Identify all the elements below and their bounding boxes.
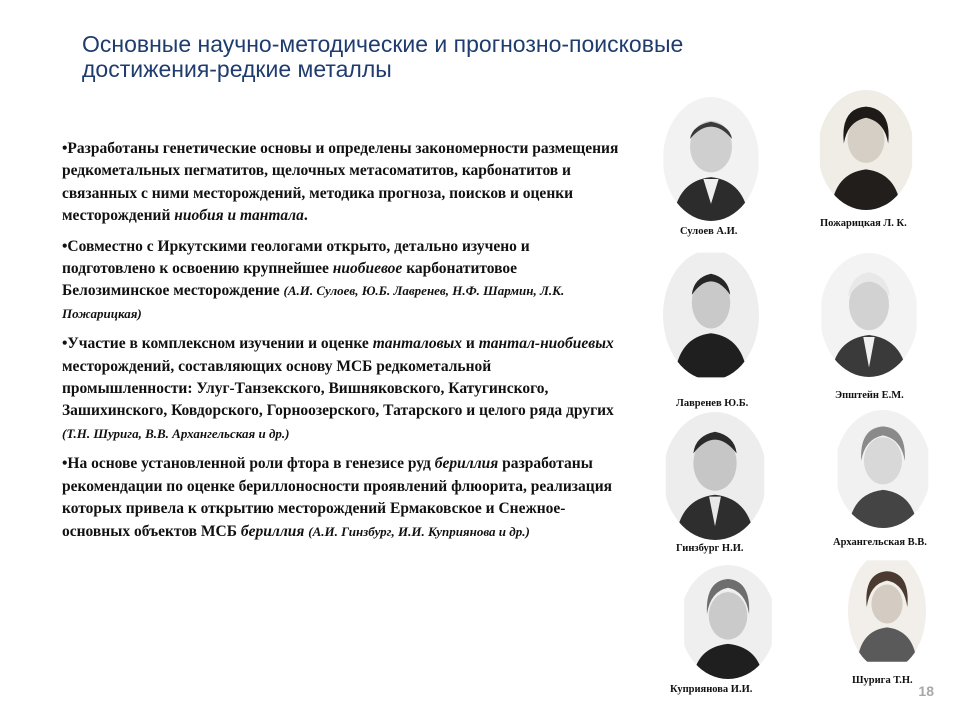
portrait-epshtein-image [820,253,918,377]
caption-lavrenev: Лавренев Ю.Б. [676,398,749,409]
bullet-emphasis: тантал-ниобиевых [478,335,614,353]
portrait-suloev [663,97,759,221]
portrait-suloev-image [663,97,759,221]
caption-epshtein: Эпштейн Е.М. [835,390,904,401]
caption-pozharitskaya: Пожарицкая Л. К. [820,218,907,229]
bullet-list [62,138,622,551]
bullet-reference: (Т.Н. Шурига, В.В. Архангельская и др.) [62,425,290,441]
bullet-item [62,453,622,543]
title-line-2: достижения-редкие металлы [82,56,392,82]
portrait-kupriyanova [680,565,776,679]
portrait-pozharitskaya [818,90,914,210]
portrait-arkhangelskaya-image [835,410,931,528]
portrait-lavrenev-image [663,250,759,380]
portrait-ginzburg [663,412,767,540]
portrait-shuriga-image [848,552,926,670]
bullet-text: •Разработаны генетические основы и определены закономерности размещения редкометальных пегматитов, щелочных метасоматитов, карбонатитов и связанных с ними месторождений, методика прогноза, поисков и оценки месторождений [62,140,619,225]
portrait-pozharitskaya-image [818,90,914,210]
bullet-emphasis: танталовых [372,335,463,353]
bullet-text: •Совместно с Иркутскими геологами открыто, детально изучено и подготовлено к освоению крупнейшее [62,237,530,278]
bullet-emphasis: бериллия [240,522,305,540]
bullet-text: разработаны рекомендации по оценке бериллоносности проявлений флюорита, реализация которых привела к открытию месторождений Ермаковское и Снежное-основных объектов МСБ [62,455,613,540]
bullet-text: •На основе установленной роли фтора в генезисе руд [62,455,435,473]
bullet-item [62,236,622,326]
portrait-shuriga [848,552,926,670]
portrait-kupriyanova-image [680,565,776,679]
bullet-text: месторождений, составляющих основу МСБ редкометальной промышленности: Улуг-Танзекского, Вишняковского, Катугинского, Зашихинского, Ковдорского, Горноозерского, Татарского и целого ряда других [62,357,614,420]
portrait-ginzburg-image [663,412,767,540]
portrait-epshtein [820,253,918,377]
bullet-text: карбонатитовое Белозиминское месторождение [62,260,518,300]
bullet-reference: (А.И. Сулоев, Ю.Б. Лавренев, Н.Ф. Шармин, Л.К. Пожарицкая) [62,283,565,321]
slide-title [82,32,842,82]
bullet-reference: (А.И. Гинзбург, И.И. Куприянова и др.) [308,523,530,539]
bullet-item [62,333,622,445]
caption-kupriyanova: Куприянова И.И. [670,684,753,695]
page-number: 18 [918,683,934,699]
caption-suloev: Сулоев А.И. [680,226,738,237]
bullet-text: •Участие в комплексном изучении и оценке [62,335,373,353]
bullet-emphasis: бериллия [434,455,499,473]
caption-ginzburg: Гинзбург Н.И. [676,543,744,554]
portrait-arkhangelskaya [835,410,931,528]
caption-arkhangelskaya: Архангельская В.В. [833,537,927,548]
bullet-emphasis: ниобия и тантала [174,207,304,225]
caption-shuriga: Шурига Т.Н. [852,675,913,686]
title-line-1: Основные научно-методические и прогнозно-поисковые [82,31,684,57]
bullet-text: и [462,335,479,353]
portrait-lavrenev [663,250,759,380]
bullet-emphasis: ниобиевое [332,260,403,278]
bullet-item [62,138,622,228]
bullet-text: . [303,207,308,225]
